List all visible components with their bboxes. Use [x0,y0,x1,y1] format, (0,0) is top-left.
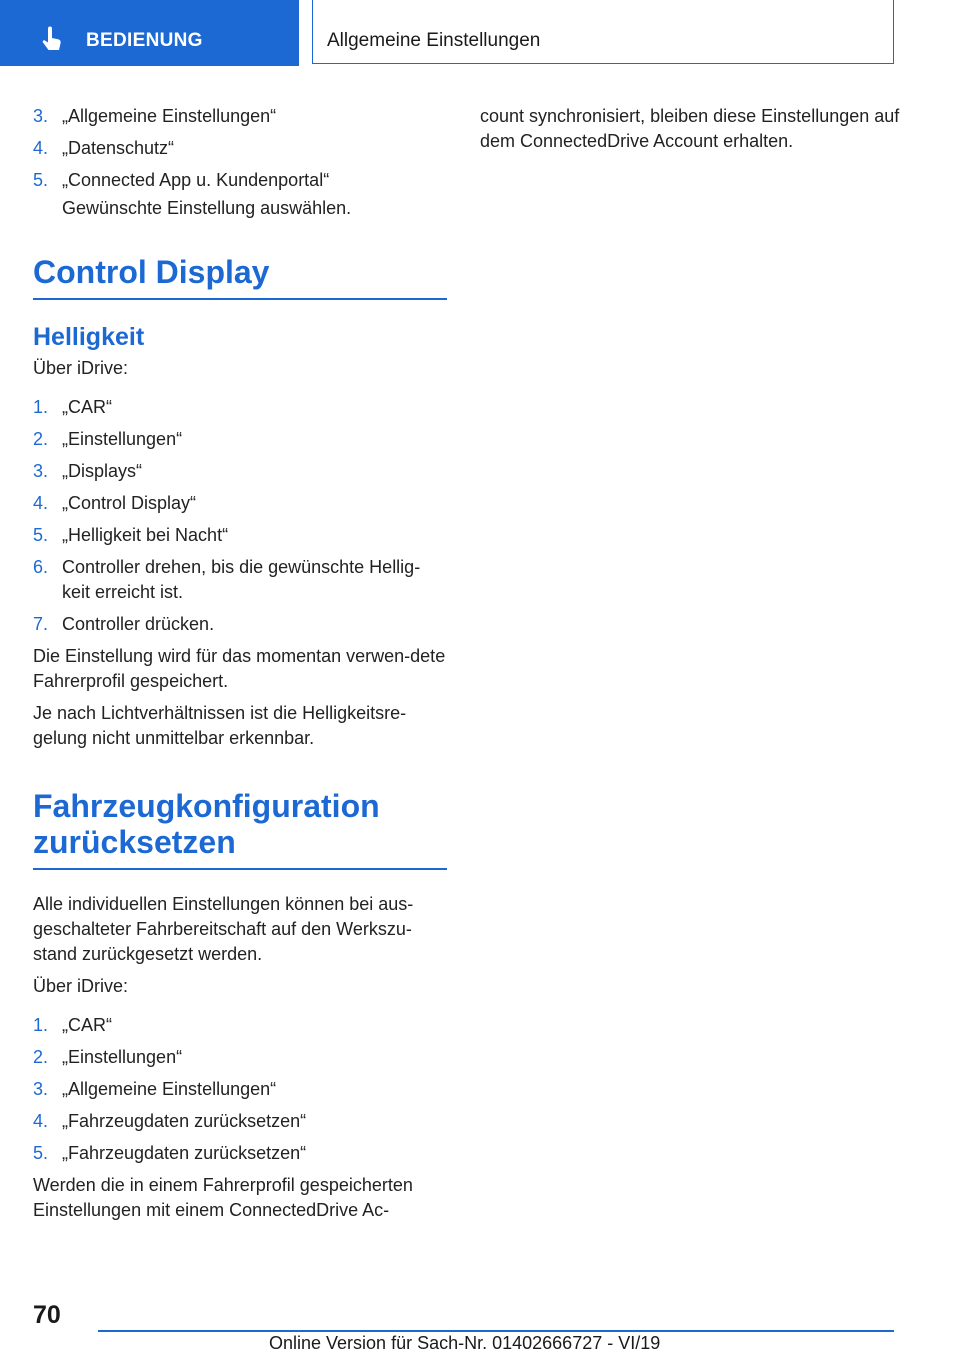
step-number: 4. [33,493,49,513]
list-item [33,1109,447,1134]
lead-text: Über iDrive: [33,976,129,996]
list-item [33,168,447,193]
lead-text: Über iDrive: [33,358,129,378]
step-number: 5. [33,525,49,545]
list-item [33,136,447,161]
left-column [33,104,447,1230]
list-item [33,555,447,605]
step-text: „Connected App u. Kundenportal“ [62,170,330,190]
paragraph: Werden die in einem Fahrerprofil gespeicherten Einstellungen mit einem ConnectedDrive Ac- [33,1175,413,1220]
list-item [33,1141,447,1166]
list-item [33,612,447,637]
step-number: 4. [33,1111,49,1131]
chapter-title: Allgemeine Einstellungen [327,30,541,51]
step-number: 7. [33,614,49,634]
right-column [480,104,900,161]
step-text: „Displays“ [62,461,143,481]
hand-pointer-icon [40,26,64,52]
intro-steps [33,104,447,193]
section-heading-reset: Fahrzeugkonfiguration zurücksetzen [33,788,447,870]
page-number: 70 [33,1301,61,1329]
brightness-steps [33,395,447,637]
list-item [33,1077,447,1102]
list-item [33,427,447,452]
step-text: „Control Display“ [62,493,197,513]
step-number: 1. [33,1015,49,1035]
step-number: 3. [33,106,49,126]
intro-sub-text: Gewünschte Einstellung auswählen. [62,198,352,218]
step-text: „CAR“ [62,1015,112,1035]
step-text: „Einstellungen“ [62,429,183,449]
step-text: Controller drehen, bis die gewünschte Hellig-keit erreicht ist. [62,557,421,602]
step-number: 1. [33,397,49,417]
step-text: „Einstellungen“ [62,1047,183,1067]
step-text: „Datenschutz“ [62,138,175,158]
step-number: 2. [33,1047,49,1067]
step-text: „Allgemeine Einstellungen“ [62,106,277,126]
list-item [33,491,447,516]
step-text: „Fahrzeugdaten zurücksetzen“ [62,1143,307,1163]
step-text: „Helligkeit bei Nacht“ [62,525,229,545]
footer-divider [98,1330,894,1332]
list-item [33,104,447,129]
paragraph: count synchronisiert, bleiben diese Einstellungen auf dem ConnectedDrive Account erhalten. [480,106,900,151]
step-number: 5. [33,170,49,190]
list-item [33,1013,447,1038]
step-text: „Fahrzeugdaten zurücksetzen“ [62,1111,307,1131]
chapter-title-box [312,0,894,64]
step-text: „Allgemeine Einstellungen“ [62,1079,277,1099]
section-heading-control-display: Control Display [33,254,447,300]
paragraph: Alle individuellen Einstellungen können bei aus-geschalteter Fahrbereitschaft auf den Werkszu-stand zurückgesetzt werden. [33,894,414,964]
step-number: 5. [33,1143,49,1163]
step-number: 2. [33,429,49,449]
paragraph: Je nach Lichtverhältnissen ist die Helligkeitsre-gelung nicht unmittelbar erkennbar. [33,703,407,748]
step-number: 3. [33,461,49,481]
paragraph: Die Einstellung wird für das momentan verwen-dete Fahrerprofil gespeichert. [33,646,446,691]
step-number: 3. [33,1079,49,1099]
step-text: „CAR“ [62,397,112,417]
section-label: BEDIENUNG [86,30,203,51]
reset-steps [33,1013,447,1166]
step-number: 6. [33,557,49,577]
subheading-helligkeit: Helligkeit [33,323,145,351]
list-item [33,459,447,484]
list-item [33,395,447,420]
list-item [33,523,447,548]
list-item [33,1045,447,1070]
step-number: 4. [33,138,49,158]
section-tab[interactable] [0,0,299,66]
step-text: Controller drücken. [62,614,215,634]
footer-text: Online Version für Sach-Nr. 01402666727 - VI/19 [269,1333,661,1353]
